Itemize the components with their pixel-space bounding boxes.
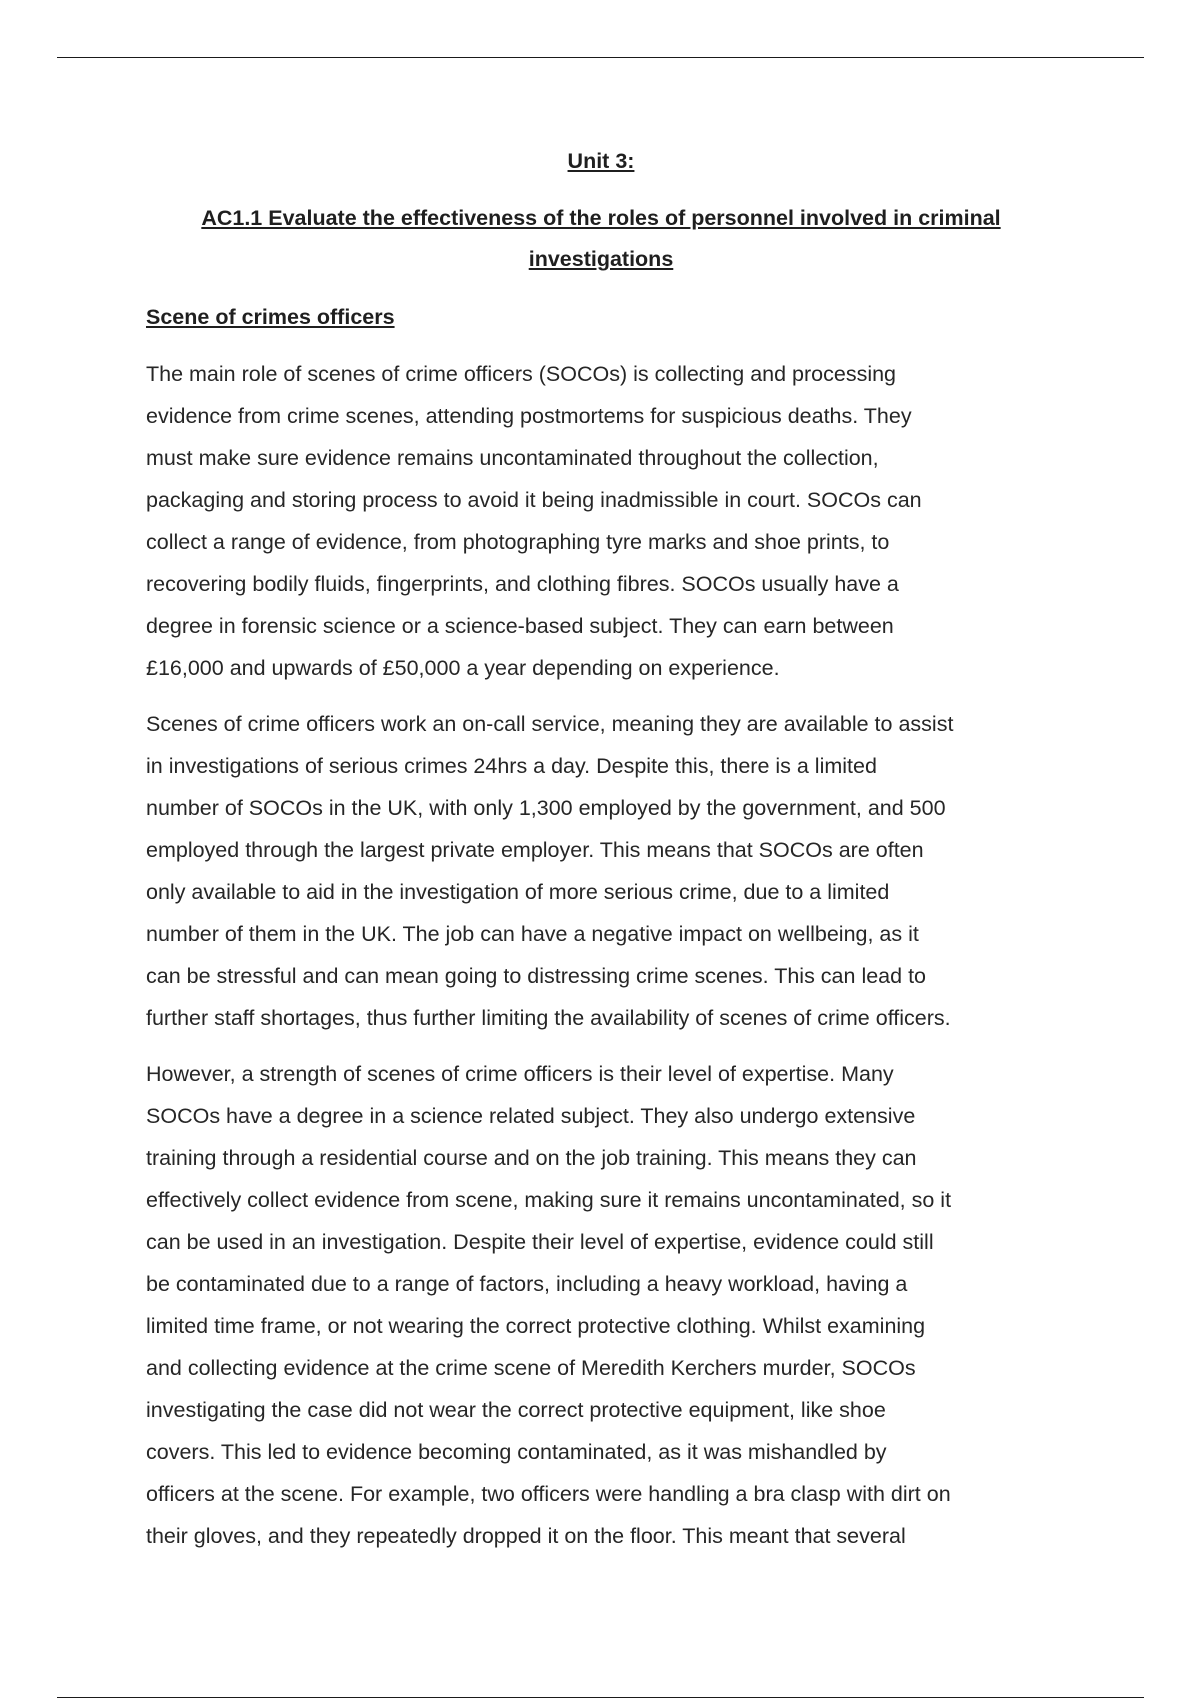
paragraph-line: be contaminated due to a range of factors, including a heavy workload, having a <box>146 1272 908 1296</box>
unit-title: Unit 3: <box>567 149 635 173</box>
paragraph-line: and collecting evidence at the crime scene of Meredith Kerchers murder, SOCOs <box>146 1356 916 1380</box>
paragraph-line: must make sure evidence remains uncontaminated throughout the collection, <box>146 446 879 470</box>
top-rule <box>57 57 1144 58</box>
paragraph-line: £16,000 and upwards of £50,000 a year depending on experience. <box>146 656 780 680</box>
paragraph-line: only available to aid in the investigation of more serious crime, due to a limited <box>146 880 890 904</box>
paragraph-line: their gloves, and they repeatedly dropped it on the floor. This meant that several <box>146 1524 906 1548</box>
paragraph-line: limited time frame, or not wearing the correct protective clothing. Whilst examining <box>146 1314 926 1338</box>
section-heading: Scene of crimes officers <box>146 305 395 329</box>
paragraph-line: packaging and storing process to avoid it being inadmissible in court. SOCOs can <box>146 488 922 512</box>
main-heading-line: investigations <box>528 247 674 271</box>
paragraph-line: employed through the largest private employer. This means that SOCOs are often <box>146 838 924 862</box>
paragraph-line: can be used in an investigation. Despite their level of expertise, evidence could still <box>146 1230 934 1254</box>
paragraph-line: investigating the case did not wear the correct protective equipment, like shoe <box>146 1398 886 1422</box>
paragraph-expertise <box>146 1053 1056 1557</box>
main-heading <box>146 198 1056 280</box>
paragraph-line: further staff shortages, thus further limiting the availability of scenes of crime officers. <box>146 1006 951 1030</box>
paragraph-line: covers. This led to evidence becoming contaminated, as it was mishandled by <box>146 1440 887 1464</box>
paragraph-line: However, a strength of scenes of crime officers is their level of expertise. Many <box>146 1062 894 1086</box>
paragraph-line: The main role of scenes of crime officers (SOCOs) is collecting and processing <box>146 362 897 386</box>
paragraph-line: can be stressful and can mean going to distressing crime scenes. This can lead to <box>146 964 926 988</box>
paragraph-line: SOCOs have a degree in a science related subject. They also undergo extensive <box>146 1104 916 1128</box>
main-heading-line: AC1.1 Evaluate the effectiveness of the roles of personnel involved in criminal <box>201 206 1001 230</box>
paragraph-line: training through a residential course and on the job training. This means they can <box>146 1146 917 1170</box>
document-body <box>146 140 1056 1571</box>
bottom-rule <box>57 1697 1144 1698</box>
paragraph-availability <box>146 703 1056 1039</box>
paragraph-role <box>146 353 1056 689</box>
paragraph-line: effectively collect evidence from scene, making sure it remains uncontaminated, so it <box>146 1188 952 1212</box>
paragraph-line: officers at the scene. For example, two officers were handling a bra clasp with dirt on <box>146 1482 951 1506</box>
paragraph-line: number of SOCOs in the UK, with only 1,300 employed by the government, and 500 <box>146 796 946 820</box>
paragraph-line: evidence from crime scenes, attending postmortems for suspicious deaths. They <box>146 404 912 428</box>
paragraph-line: in investigations of serious crimes 24hrs a day. Despite this, there is a limited <box>146 754 877 778</box>
paragraph-line: degree in forensic science or a science-based subject. They can earn between <box>146 614 894 638</box>
paragraph-line: Scenes of crime officers work an on-call service, meaning they are available to assist <box>146 712 954 736</box>
paragraph-line: recovering bodily fluids, fingerprints, and clothing fibres. SOCOs usually have a <box>146 572 899 596</box>
paragraph-line: collect a range of evidence, from photographing tyre marks and shoe prints, to <box>146 530 890 554</box>
paragraph-line: number of them in the UK. The job can have a negative impact on wellbeing, as it <box>146 922 919 946</box>
